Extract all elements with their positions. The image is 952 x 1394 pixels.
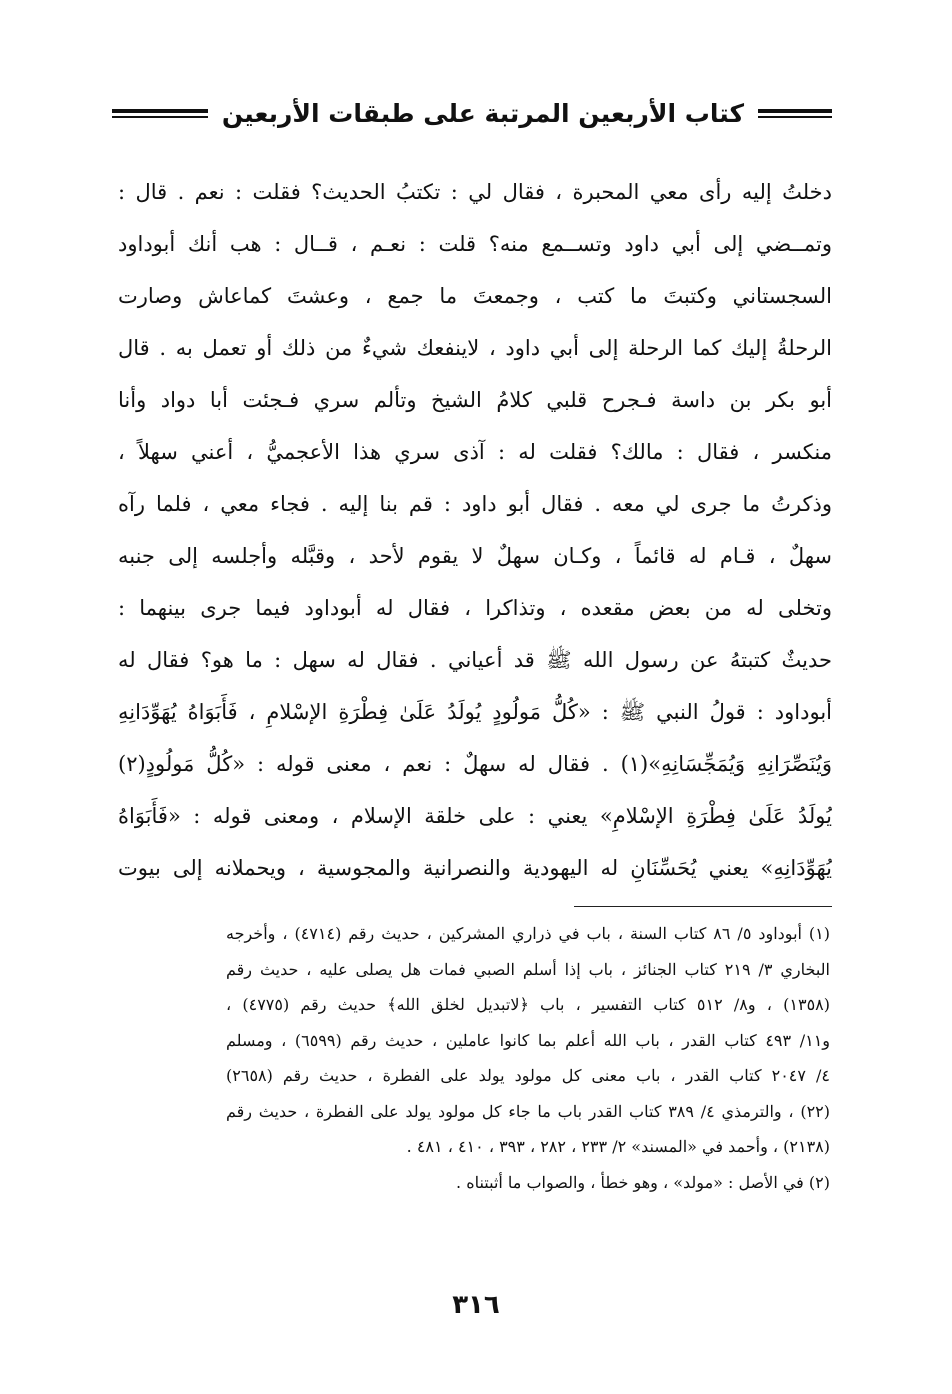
footnote-line: البخاري ٣/ ٢١٩ كتاب الجنائز ، باب إذا أسلم الصبي فمات هل يصلى عليه ، حديث رقم [226,959,830,979]
text-line: السجستاني وكتبتَ ما كتب ، وجمعتَ ما جمع ، وعشتَ كماعاش وصارت [118,284,832,308]
text-line: منكسر ، فقال : مالك؟ فقلت له : آذى سري هذا الأعجميُّ ، أعني سهلاً ، [118,440,832,464]
footnote-line: (٢) في الأصل : «مولد» ، وهو خطأ ، والصواب ما أثبتناه . [456,1172,830,1192]
footnotes [226,916,830,1200]
footnote-line: (٢١٣٨) ، وأحمد في «المسند» ٢/ ٢٣٣ ، ٢٨٢ ، ٣٩٣ ، ٤١٠ ، ٤٨١ . [406,1137,830,1156]
main-text [118,166,832,894]
text-line: دخلتُ إليه رأى معي المحبرة ، فقال لي : تكتبُ الحديث؟ فقلت : نعم . قال : [118,180,832,204]
footnote-line: (٢٢) ، والترمذي ٤/ ٣٨٩ كتاب القدر باب ما جاء كل مولود يولد على الفطرة ، حديث رقم [226,1101,830,1121]
text-line: الرحلةُ إليك كما الرحلة إلى أبي داود ، لاينفعك شيءٌ من ذلك أو تعمل به . قال [118,336,832,360]
page-number: ٣١٦ [452,1290,500,1320]
header-title: كتاب الأربعين المرتبة على طبقات الأربعين [221,98,744,128]
footnote-line: ٤/ ٢٠٤٧ كتاب القدر ، باب معنى كل مولود يولد على الفطرة ، حديث رقم (٢٦٥٨) [226,1066,830,1085]
header-rule-left [112,108,208,119]
text-line: وَيُنَصِّرَانِهِ وَيُمَجِّسَانِهِ»(١) . فقال له سهلٌ : نعم ، معنى قوله : «كُلُّ مَولُودٍ(٢) [118,752,832,776]
footnote-line: (١) أبوداود ٥/ ٨٦ كتاب السنة ، باب في ذراري المشركين ، حديث رقم (٤٧١٤) ، وأخرجه [226,924,830,943]
text-line: يُهَوِّدَانِهِ» يعني يُحَسِّنَانِ له اليهودية والنصرانية والمجوسية ، ويحملانه إلى بيوت [118,856,832,880]
text-line: أبوداود : قولُ النبي ﷺ : «كُلُّ مَولُودٍ يُولَدُ عَلَىٰ فِطْرَةِ الإسْلامِ ، فَأَبَوَاهُ يُهَوِّدَانِهِ [118,700,832,724]
text-line: وتخلى له من بعض مقعده ، وتذاكرا ، فقال له أبوداود فيما جرى بينهما : [118,596,832,620]
text-line: وذكرتُ ما جرى لي معه . فقال أبو داود : قم بنا إليه . فجاء معي ، فلما رآه [118,492,832,516]
running-header [112,92,832,134]
header-rule-right [758,108,832,119]
text-line: وتمــضي إلى أبي داود وتســمع منه؟ قلت : نعـم ، قــال : هب أنك أبوداود [118,232,832,256]
footnote-line: (١٣٥٨) ، و٨/ ٥١٢ كتاب التفسير ، باب ﴿لاتبديل لخلق الله﴾ حديث رقم (٤٧٧٥) ، [226,995,830,1014]
text-line: سهلٌ ، قـام له قائماً ، وكـان سهلٌ لا يقوم لأحد ، وقبَّله وأجلسه إلى جنبه [118,544,832,568]
text-line: يُولَدُ عَلَىٰ فِطْرَةِ الإسْلامِ» يعني : على خلقة الإسلام ، ومعنى قوله : «فَأَبَوَاهُ [118,804,832,828]
footnote-divider [574,906,832,907]
text-line: حديثٌ كتبتهُ عن رسول الله ﷺ قد أعياني . فقال له سهل : ما هو؟ فقال له [118,648,832,672]
footnote-line: و١١/ ٤٩٣ كتاب القدر ، باب الله أعلم بما كانوا عاملين ، حديث رقم (٦٥٩٩) ، ومسلم [226,1030,830,1050]
text-line: أبو بكر بن داسة فـجرح قلبي كلامُ الشيخ وتألم سري فـجئت أبا دواد وأنا [118,388,832,412]
